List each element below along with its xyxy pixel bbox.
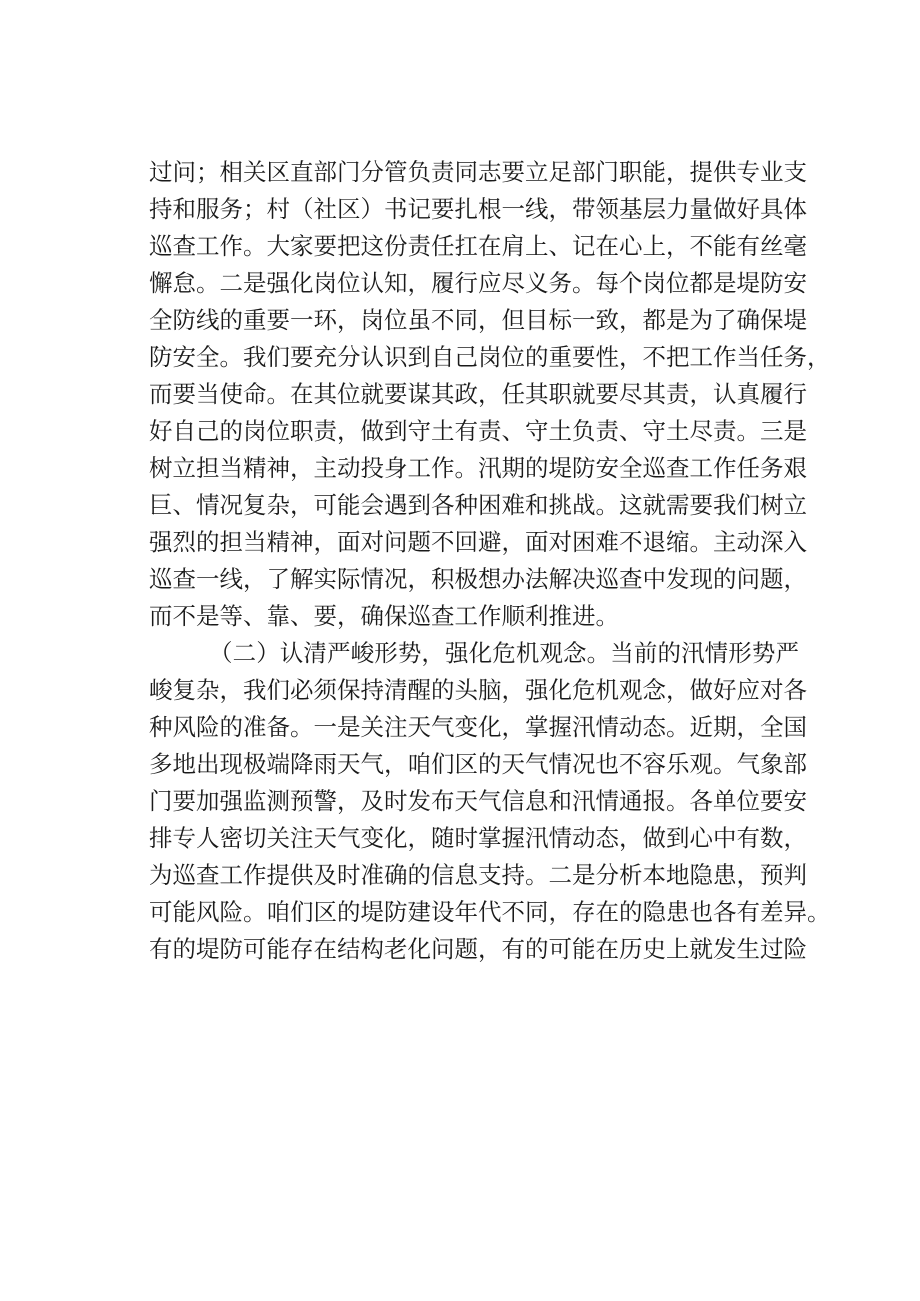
text-line: 峻复杂，我们必须保持清醒的头脑，强化危机观念，做好应对各	[149, 676, 807, 704]
text-line: 防安全。我们要充分认识到自己岗位的重要性，不把工作当任务，	[149, 343, 831, 371]
text-line: 多地出现极端降雨天气，咱们区的天气情况也不容乐观。气象部	[149, 750, 807, 778]
text-line: 可能风险。咱们区的堤防建设年代不同，存在的隐患也各有差异。	[149, 898, 831, 926]
paragraph-end-line: 而不是等、靠、要，确保巡查工作顺利推进。	[149, 602, 619, 630]
text-line: 而要当使命。在其位就要谋其政，任其职就要尽其责，认真履行	[149, 380, 807, 408]
text-line: 树立担当精神，主动投身工作。汛期的堤防安全巡查工作任务艰	[149, 454, 807, 482]
text-line: 排专人密切关注天气变化，随时掌握汛情动态，做到心中有数，	[149, 824, 807, 852]
body-text	[149, 154, 831, 968]
text-line: 为巡查工作提供及时准确的信息支持。二是分析本地隐患，预判	[149, 861, 807, 889]
text-line: 种风险的准备。一是关注天气变化，掌握汛情动态。近期，全国	[149, 713, 807, 741]
text-line: 巡查一线，了解实际情况，积极想办法解决巡查中发现的问题，	[149, 565, 807, 593]
text-line: 过问；相关区直部门分管负责同志要立足部门职能，提供专业支	[149, 158, 807, 186]
section-heading-line: （二）认清严峻形势，强化危机观念。当前的汛情形势严	[209, 639, 799, 667]
text-line: 有的堤防可能存在结构老化问题，有的可能在历史上就发生过险	[149, 935, 807, 963]
text-line: 好自己的岗位职责，做到守土有责、守土负责、守土尽责。三是	[149, 417, 807, 445]
text-line: 持和服务；村（社区）书记要扎根一线，带领基层力量做好具体	[149, 195, 807, 223]
text-line: 巡查工作。大家要把这份责任扛在肩上、记在心上，不能有丝毫	[149, 232, 807, 260]
text-line: 门要加强监测预警，及时发布天气信息和汛情通报。各单位要安	[149, 787, 807, 815]
text-line: 全防线的重要一环，岗位虽不同，但目标一致，都是为了确保堤	[149, 306, 807, 334]
text-line: 懈怠。二是强化岗位认知，履行应尽义务。每个岗位都是堤防安	[149, 269, 807, 297]
text-line: 强烈的担当精神，面对问题不回避，面对困难不退缩。主动深入	[149, 528, 807, 556]
text-line: 巨、情况复杂，可能会遇到各种困难和挑战。这就需要我们树立	[149, 491, 807, 519]
